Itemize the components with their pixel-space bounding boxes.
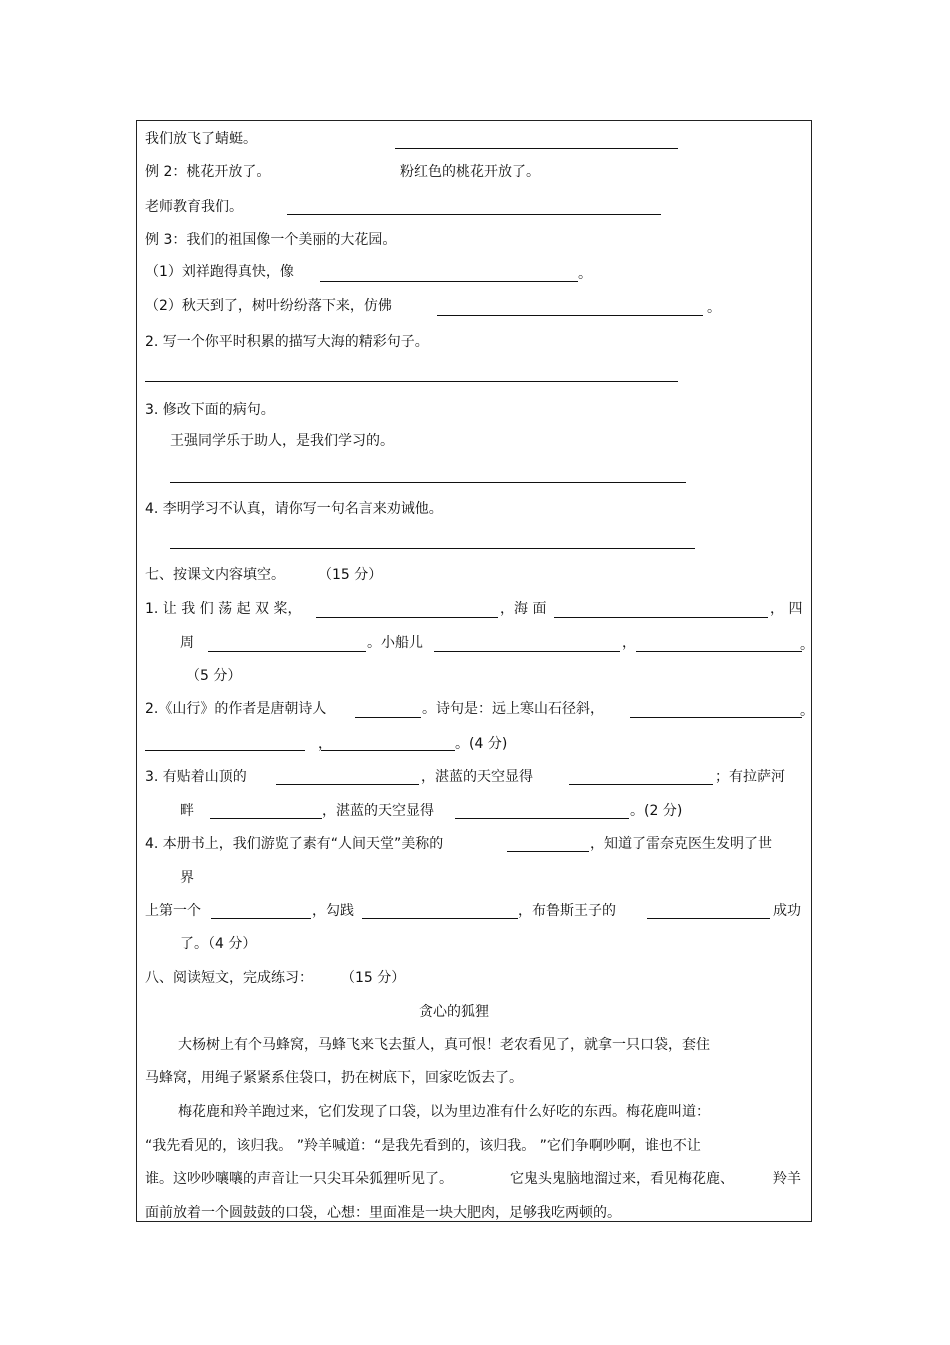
s7-q3-blank-4[interactable] [455,818,629,819]
passage-title: 贪心的狐狸 [419,1004,489,1020]
passage-p2-line-3a: 谁。这吵吵嚷嚷的声音让一只尖耳朵狐狸听见了。 [145,1171,453,1187]
section-8-heading: 八、阅读短文，完成练习： [145,970,313,986]
exercise-line-dragonfly: 我们放飞了蜻蜓。 [145,131,257,147]
s7-q4-blank-bruce[interactable] [647,918,770,919]
passage-p2-line-2: “我先看见的，该归我。 ”羚羊喊道：“是我先看到的，该归我。 ”它们争啊吵啊，谁也不让 [145,1138,701,1154]
simile-question-1-end: 。 [578,266,592,282]
example-2-expanded: 粉红色的桃花开放了。 [400,164,540,180]
passage-p2-line-1: 梅花鹿和羚羊跑过来，它们发现了口袋，以为里边准有什么好吃的东西。梅花鹿叫道： [178,1104,710,1120]
s7-q4-text-b: ，知道了雷奈克医生发明了世 [590,836,772,852]
example-3: 例 3：我们的祖国像一个美丽的大花园。 [145,232,397,248]
simile-question-1: （1）刘祥跑得真快，像 [145,264,294,280]
s7-q1-blank-3[interactable] [208,651,366,652]
s7-q2-text-e: 。(4 分) [455,736,508,752]
answer-blank-simile-1[interactable] [320,281,578,282]
answer-blank-teacher[interactable] [287,214,661,215]
passage-p2-line-4: 面前放着一个圆鼓鼓的口袋，心想：里面准是一块大肥肉，足够我吃两顿的。 [145,1205,621,1221]
s7-q1-text-c: ， 四 [770,601,803,617]
s7-q4-text-h: 了。（4 分） [180,936,257,952]
s7-q3-blank-2[interactable] [569,784,713,785]
s7-q3-text-a: 3. 有贴着山顶的 [145,769,247,785]
passage-p2-line-3b: 它鬼头鬼脑地溜过来，看见梅花鹿、 [510,1171,734,1187]
s7-q2-blank-line-1[interactable] [630,717,802,718]
simile-question-2-end: 。 [707,300,721,316]
s7-q3-text-c: ；有拉萨河 [715,769,785,785]
question-4-motto: 4. 李明学习不认真，请你写一句名言来劝诫他。 [145,501,443,517]
s7-q4-text-e: ，勾践 [312,903,354,919]
s7-q2-text-a: 2.《山行》的作者是唐朝诗人 [145,701,327,717]
s7-q1-text-e: 。小船儿 [367,635,423,651]
example-2-original: 例 2：桃花开放了。 [145,164,271,180]
s7-q4-text-a: 4. 本册书上，我们游览了素有“人间天堂”美称的 [145,836,444,852]
s7-q4-text-c: 界 [180,870,194,886]
passage-p1-line-2: 马蜂窝，用绳子紧紧系住袋口，扔在树底下，回家吃饭去了。 [145,1070,523,1086]
s7-q4-blank-place[interactable] [507,851,589,852]
section-7-heading: 七、按课文内容填空。 [145,567,285,583]
passage-p1-line-1: 大杨树上有个马蜂窝，马蜂飞来飞去蜇人，真可恨！老农看见了，就拿一只口袋，套住 [178,1037,710,1053]
s7-q1-text-a: 1. 让 我 们 荡 起 双 桨， [145,601,302,617]
faulty-sentence: 王强同学乐于助人，是我们学习的。 [170,433,394,449]
passage-p2-line-3c: 羚羊 [773,1171,801,1187]
s7-q4-text-f: ，布鲁斯王子的 [518,903,616,919]
s7-q2-text-b: 。诗句是：远上寒山石径斜， [422,701,604,717]
s7-q4-text-d: 上第一个 [145,903,201,919]
s7-q3-text-b: ，湛蓝的天空显得 [421,769,533,785]
question-2-sea-sentence: 2. 写一个你平时积累的描写大海的精彩句子。 [145,334,429,350]
s7-q1-text-f: ， [622,635,636,651]
question-3-fix-sentence: 3. 修改下面的病句。 [145,402,275,418]
answer-blank-simile-2[interactable] [437,315,703,316]
s7-q2-blank-line-2[interactable] [145,750,305,751]
simile-question-2: （2）秋天到了，树叶纷纷落下来，仿佛 [145,298,392,314]
s7-q3-text-f: 。(2 分) [630,803,683,819]
s7-q2-text-c: 。 [800,703,814,719]
s7-q3-text-e: ，湛蓝的天空显得 [322,803,434,819]
answer-blank-sea-sentence[interactable] [145,381,678,382]
s7-q2-blank-line-3[interactable] [321,750,455,751]
s7-q1-text-b: ，海 面 [500,601,547,617]
s7-q1-blank-2[interactable] [554,617,768,618]
s7-q1-text-g: 。 [800,637,814,653]
answer-blank-motto[interactable] [170,548,695,549]
s7-q1-blank-1[interactable] [316,617,498,618]
s7-q3-text-d: 畔 [180,803,194,819]
s7-q3-blank-1[interactable] [276,784,419,785]
answer-blank-dragonfly[interactable] [395,148,678,149]
section-7-score: （15 分） [318,567,383,583]
s7-q4-blank-invention[interactable] [211,918,311,919]
section-8-score: （15 分） [341,970,406,986]
s7-q1-blank-5[interactable] [636,651,802,652]
s7-q3-blank-3[interactable] [210,818,322,819]
s7-q1-text-d: 周 [180,635,194,651]
s7-q1-score: （5 分） [186,668,242,684]
s7-q4-blank-goujian[interactable] [362,918,518,919]
s7-q1-blank-4[interactable] [434,651,620,652]
s7-q4-text-g: 成功 [773,903,801,919]
answer-blank-fixed-sentence[interactable] [170,482,686,483]
s7-q2-blank-poet[interactable] [355,717,421,718]
exercise-line-teacher: 老师教育我们。 [145,199,243,215]
s7-q2-text-d: ， [318,736,332,752]
